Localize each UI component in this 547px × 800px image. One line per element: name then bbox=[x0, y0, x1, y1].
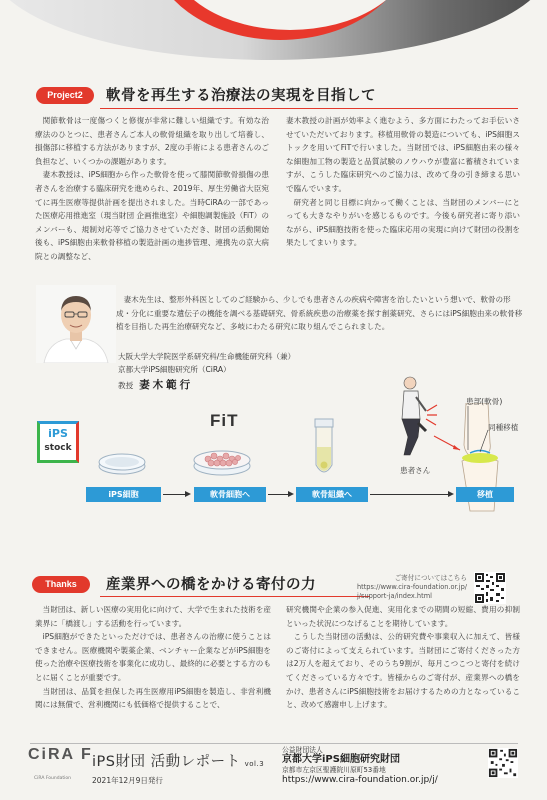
transplant-type-label: 同種移植 bbox=[488, 423, 519, 432]
paragraph: 関節軟骨は一度傷つくと修復が非常に難しい組織です。有効な治療法のひとつに、患者さんご本人の軟骨組織を取り出して培養し、損傷部に移植する方法がありますが、2度の手術による患者さんのご負担など、いくつかの課題があります。 bbox=[35, 116, 269, 166]
organization-info bbox=[282, 745, 438, 785]
paragraph: 当財団は、品質を担保した再生医療用iPS細胞を製造し、非営利機関には無償で、営利機関にも低価格で提供することで、 bbox=[35, 686, 271, 710]
ips-stock-logo-top: iPS bbox=[48, 427, 68, 440]
professor-blurb: 妻木先生は、整形外科医としてのご経験から、少しでも患者さんの疾病や障害を治したいという想いで、軟骨の形成・分化に重要な遺伝子の機能を調べる基礎研究、骨系統疾患の治療薬を探す創薬研究、さらにはiPS細胞由来の軟骨移植を目指した再生治療研究など、多岐にわたる研究に取り組んでこられました。 bbox=[116, 295, 523, 332]
donation-qr-code[interactable] bbox=[474, 572, 506, 604]
org-address: 京都市左京区聖護院川原町53番地 bbox=[282, 766, 386, 774]
cira-foundation-logo: CiRA F bbox=[28, 746, 93, 763]
paragraph: こうした当財団の活動は、公的研究費や事業収入に加えて、皆様のご寄付によって支えられています。当財団にご寄付くださった方は2万人を超えており、そのうち9割が、毎月こつこつと寄付を続けてくださっている方々です。皆様からのご寄付が、産業界への橋をかけ、患者さんにiPS細胞技術をお届けするための力となっていること、改めて感謝申し上げます。 bbox=[286, 632, 520, 710]
report-title bbox=[92, 750, 264, 771]
project-title: 軟骨を再生する治療法の実現を目指して bbox=[106, 88, 376, 104]
issue-date: 2021年12月9日発行 bbox=[92, 776, 163, 785]
paragraph: iPS細胞ができたといっただけでは、患者さんの治療に使うことはできません。医療機関や製薬企業、ベンチャー企業などがiPS細胞を使った治療や医療技術を事業化に成功し、最終的に必要とする方のもとに届くことが重要です。 bbox=[35, 632, 271, 682]
ips-stock-logo-bottom: stock bbox=[44, 443, 72, 453]
patient-label: 患者さん bbox=[400, 466, 431, 475]
thanks-left-column bbox=[35, 603, 271, 712]
affiliation-line: 大阪大学大学院医学系研究科/生命機能研究科（兼） bbox=[118, 352, 296, 361]
paragraph: 当財団は、新しい医療の実用化に向けて、大学で生まれた技術を産業界に「橋渡し」する活動を行っています。 bbox=[35, 605, 271, 628]
paragraph: 研究機関や企業の参入促進、実用化までの期間の短縮、費用の抑制といった状況につなげることを期待しています。 bbox=[286, 605, 520, 628]
petri-dish-icon bbox=[97, 451, 147, 475]
donation-url-cont[interactable]: j/support-ja/index.html bbox=[356, 592, 432, 600]
cell-culture-dish-icon bbox=[192, 441, 252, 477]
flow-arrow bbox=[163, 494, 185, 495]
lesion-label: 患部(軟骨) bbox=[466, 397, 503, 406]
thanks-badge: Thanks bbox=[32, 576, 90, 593]
flow-arrow bbox=[268, 494, 288, 495]
ips-stock-logo bbox=[37, 421, 79, 463]
report-volume: vol.3 bbox=[244, 760, 265, 768]
thanks-title: 産業界への橋をかける寄付の力 bbox=[106, 577, 316, 593]
org-name: 京都大学iPS細胞研究財団 bbox=[282, 754, 400, 765]
professor-role: 教授 bbox=[118, 381, 134, 390]
professor-affiliation bbox=[118, 351, 295, 376]
thanks-title-underline bbox=[100, 596, 370, 597]
project-badge: Project2 bbox=[36, 87, 94, 104]
paragraph: 妻木教授は、iPS細胞から作った軟骨を使って膝関節軟骨損傷の患者さんを治療する臨床研究を進められ、2019年、厚生労働省大臣宛てに再生医療等提供計画を提出されました。当時CiRAの一部であった医療応用推進室（現当財団 企画推進室）や細胞調製施設（FiT）のメンバーも、規制対応等でご協力させていただき、財団の活動開始後も、iPS細胞由来軟骨移植の製造計画の進捗管理、連携先の京大病院との調整など、 bbox=[35, 170, 269, 261]
fit-label: FiT bbox=[210, 411, 239, 430]
treatment-flow-diagram bbox=[30, 375, 530, 510]
flow-arrow-head bbox=[288, 491, 294, 497]
project-title-underline bbox=[100, 108, 518, 109]
flow-step-cartilage-tissue: 軟骨組織へ bbox=[296, 487, 368, 502]
flow-arrow-head bbox=[448, 491, 454, 497]
donation-note-line: ご寄付についてはこちら bbox=[394, 574, 467, 582]
project-right-column bbox=[286, 114, 520, 250]
professor-photo bbox=[36, 285, 116, 363]
pointer-lines bbox=[430, 400, 500, 470]
flow-step-transplant: 移植 bbox=[456, 487, 514, 502]
flow-arrow-head bbox=[185, 491, 191, 497]
flow-step-chondrocytes: 軟骨細胞へ bbox=[194, 487, 266, 502]
cira-foundation-logo-sub: CiRA Foundation bbox=[34, 776, 71, 781]
donation-url[interactable]: https://www.cira-foundation.or.jp/ bbox=[356, 583, 467, 591]
footer-qr-code[interactable] bbox=[488, 748, 518, 778]
top-decoration bbox=[0, 0, 547, 70]
flow-arrow bbox=[370, 494, 448, 495]
paragraph: 研究者と同じ目標に向かって働くことは、当財団のメンバーにとっても大きなやりがいを感じるものです。今後も研究者に寄り添いながら、iPS細胞技術を使った臨床応用の実現に向けて財団の役割を果たしてまいります。 bbox=[286, 197, 520, 248]
report-title-text: iPS財団 活動レポート bbox=[92, 754, 241, 770]
professor-name: 妻木範行 bbox=[139, 379, 194, 391]
org-type: 公益財団法人 bbox=[282, 746, 323, 754]
flow-step-ips-cells: iPS細胞 bbox=[86, 487, 161, 502]
test-tube-icon bbox=[312, 417, 336, 481]
footer-divider bbox=[30, 743, 518, 744]
paragraph: 妻木教授の計画が効率よく進むよう、多方面にわたってお手伝いさせていただいております。移植用軟骨の製造についても、iPS細胞ストックを用いてFiTで行いました。当財団では、iPS細胞由来の様々な細胞加工物の製造と品質試験のノウハウが豊富に蓄積されていますが、こうした臨床研究へのご協力は、改めて身の引き締まる思いで臨んでいます。 bbox=[286, 116, 520, 193]
project-left-column bbox=[35, 114, 269, 264]
thanks-right-column bbox=[286, 603, 520, 712]
org-url[interactable]: https://www.cira-foundation.or.jp/j/ bbox=[282, 775, 438, 785]
donation-note bbox=[357, 574, 467, 601]
affiliation-line: 京都大学iPS細胞研究所（CiRA） bbox=[118, 364, 231, 374]
